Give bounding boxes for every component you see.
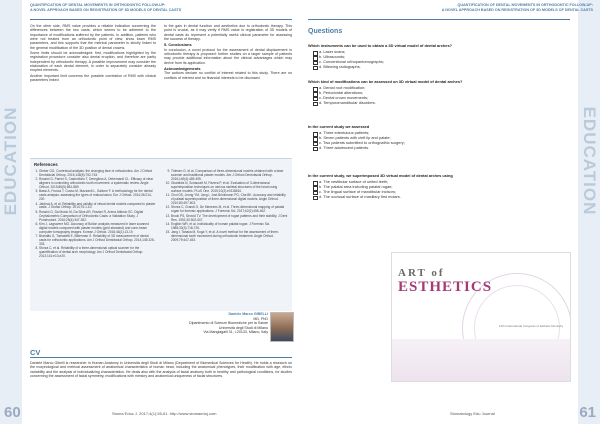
poster-decoration: [392, 339, 570, 381]
answer-option: d. Bitewing radiographs.: [313, 65, 570, 70]
answer-option: a. Laser scans;: [313, 50, 570, 55]
answer-options: [308, 50, 570, 70]
references-list: [32, 170, 156, 259]
answer-option: d. Temporomandibular disorders.: [313, 101, 570, 106]
body-column-1: [30, 24, 156, 83]
body-column-2: [164, 24, 292, 81]
poster-title-line-2: ESTHETICS: [398, 279, 493, 295]
header-line-1: QUANTIFICATION OF DENTAL MOVEMENTS IN ORTHODONTIC FOLLOW-UP:: [457, 3, 593, 7]
congress-poster: [391, 252, 571, 382]
cv-text: Daniele Marco Gibelli is researcher in Human Anatomy in Università degli Studi di Milano (Department of Biomedical Sciences for Health). He holds a research on the morphological and metrical assessment of anatomical characteristics of human head, including the anatomical phenotypes, their modification with age, ethnic variability and the analysis of individualizing characteristics. He deals also with the analysis of facial anatomy both in healthy and pathological conditions, for studies concerning the assessment of facial symmetry, modifications with mimicry and anatomical uniqueness of facial structures.: [30, 361, 292, 379]
question-block-4: [308, 174, 570, 200]
answer-options: [308, 131, 570, 151]
references-list: [164, 170, 288, 243]
answer-option: d. The occlusal surface of maxillary first molars.: [313, 195, 570, 200]
conclusions-heading: 5. Conclusions: [164, 42, 192, 48]
poster-subtitle: 14th International Congress of Esthetic Dentistry: [498, 324, 564, 328]
side-label: EDUCATION: [580, 106, 599, 216]
answer-option: b. Seven patients with cleft lip and palate;: [313, 136, 570, 141]
side-label: EDUCATION: [1, 106, 20, 216]
reference-item: 10. Gkantidis N, Schauseil M, Pazera P, et al. Evaluation of 3-dimensional superimposition techniques on various skeletal structures of the head using surface models. PLoS One. 2015;10(2):e0118810.: [171, 182, 288, 194]
reference-item: 13. Brock PS, Sevold TV. The development of rugae patterns and their stability. J Dent Res. 1951;30:502-507.: [171, 215, 288, 223]
conclusions-text: In conclusion, a novel protocol for the assessment of dental displacement in orthodontic therapy is proposed: further studies on a larger sample of patients may provide additional information about the clinical advantages which may derive from its application.: [164, 47, 292, 65]
answer-option: c. Conventional orthopantomographs;: [313, 60, 570, 65]
header-line-1: QUANTIFICATION OF DENTAL MOVEMENTS IN ORTHODONTIC FOLLOW-UP:: [30, 3, 166, 7]
author-photo: [270, 312, 294, 342]
question-text: In the current study we assessed: [308, 124, 370, 129]
question-block-2: [308, 80, 570, 106]
reference-item: 3. Bassi A, Frusca T, Cossu M, Mazzanti L, Gallone F. A methodology for the dental casts analysis: assessing the types of malocclusion. Eur J Orthod. 2014;36:214-220.: [39, 190, 156, 202]
answer-option: c. The lingual surface of mandibular incisors;: [313, 190, 570, 195]
answer-options: [308, 86, 570, 106]
poster-title-line-1: ART of: [398, 267, 445, 279]
reference-item: 9. Thiesen G, et al. Comparison of three-dimensional models obtained with a laser scanner and traditional plaster models. Am J Orthod Dentofacial Orthop. 2016;149(4):489-495.: [171, 170, 288, 182]
header-rule: [30, 19, 292, 20]
question-block-1: [308, 44, 570, 70]
reference-item: 5. Rossini G, Da Mosto M, Da Silva AR, Rossini R, Arena Attinsio SC. Digital Cephalometric Comparison of Orthodontic Casts: a Validation Study. J Prosthodont. 2016;25(4):347-352.: [39, 211, 156, 223]
references-column-2: [164, 170, 288, 243]
running-header: [395, 3, 593, 19]
author-name: Daniele Marco GIBELLI: [228, 312, 268, 316]
reference-item: 15. Jang I, Tanaka M, Koga Y, et al. A novel method for the assessment of three-dimensional tooth movement during orthodontic treatment. Angle Orthod. 2009;79:447-453.: [171, 231, 288, 243]
header-line-2: A NOVEL APPROACH BASED ON REGISTRATION OF 3D MODELS OF DENTAL CASTS: [441, 7, 593, 12]
reference-item: 6. Kim J, Lagravere MO. Accuracy of Bolton analysis measured in laser scanned digital models compared with plaster models (gold standard) and cone-beam computer tomography images. Korean J Orthod. 2016;46(1):13-19.: [39, 223, 156, 235]
reference-item: 2. Rossini G, Parrini S, Castroflorio T, Deregibus A, Debernardi CL. Efficacy of clear aligners in controlling orthodontic tooth movement: a systematic review. Angle Orthod. 2015;85(5):881-889.: [39, 178, 156, 190]
answer-option: b. Periodontal alterations;: [313, 91, 570, 96]
references-heading: References: [34, 162, 58, 167]
references-column-1: [32, 170, 156, 259]
author-university: Università degli Studi di Milano: [218, 325, 268, 330]
reference-item: 7. Brandão G, Tomasetti E, Bitterman S. Reliability of 3D measurement of dental casts for orthodontic applications. Am J Orthod Dentofacial Orthop. 2014;145:325-333.: [39, 235, 156, 247]
answer-options: [308, 180, 570, 200]
cv-rule: [30, 357, 292, 358]
page-number: 61: [579, 404, 596, 421]
body-paragraph: Another important limit concerns the possible correlation of RMS with clinical parameters linked: [30, 73, 156, 83]
question-text: Which instruments can be used to obtain a 3D virtual model of dental arches?: [308, 43, 452, 48]
footer-citation: Stoma Educ J. 2017;4(1):55-61. http://www.stomaeduj.com: [112, 411, 217, 416]
questions-heading: Questions: [308, 28, 343, 35]
answer-option: b. Ultrasounds;: [313, 55, 570, 60]
author-degree: MD, PhD: [253, 316, 268, 321]
author-department: Dipartimento di Scienze Biomediche per la Salute: [189, 321, 268, 326]
reference-item: 12. Sforza C, Grandi G, De Menezes M, et al. Three-dimensional mapping of palatal rugae for forensic applications. J Forensic Sci. 2017;62(2):456-462.: [171, 206, 288, 214]
reference-item: 8. Sforza C, et al. Reliability of a three-dimensional optical scanner for the quantification of dental arch morphology. Am J Orthod Dentofacial Orthop. 2012;141:e13-e20.: [39, 247, 156, 259]
reference-item: 1. Gleber GG. Contextual analysis: the changing face of orthodontics. Am J Orthod Dentofacial Orthop. 2015;148(5):752-763.: [39, 170, 156, 178]
right-page: [300, 0, 600, 424]
author-address: Via Mangiagalli 31, I-20133, Milano, Italy: [203, 330, 268, 335]
answer-option: b. The palatal area including palatal rugae;: [313, 185, 570, 190]
answer-option: c. Two patients submitted to orthognathic surgery;: [313, 141, 570, 146]
question-block-3: [308, 125, 570, 151]
answer-option: d. Three adolescent patients.: [313, 146, 570, 151]
footer-journal: Stomatology Edu Journal: [450, 411, 495, 416]
references-box: [30, 158, 292, 311]
answer-option: a. The vestibular surface of united teeth;: [313, 180, 570, 185]
body-paragraph: Some limits should be acknowledged: first, modifications highlighted by the registration procedure consider also dental eruption, and therefore are partly independent by orthodontic therapy. A possible improvement may consider the elaboration of each dental element, in order to separately consider already erupted elements.: [30, 51, 156, 73]
answer-option: c. Dental crown movements;: [313, 96, 570, 101]
page-number: 60: [4, 404, 21, 421]
author-block: [160, 312, 268, 335]
header-line-2: A NOVEL APPROACH BASED ON REGISTRATION OF 3D MODELS OF DENTAL CASTS: [30, 7, 182, 12]
body-paragraph: On the other side, RMS value provides a reliable indication concerning the differences between the two casts, which seems to be adherent to the importance of modifications suffered by the patients. In addition, patients who were not treated from an orthodontic point of view, show lower RMS parameters, and this supports that the metrical parameter is strictly linked to the general modification of the 3D position of dental crowns.: [30, 24, 156, 50]
acknowledgements-heading: Acknowledgements: [164, 66, 201, 72]
reference-item: 11. Choi DS, Jeong YM, Jang I, Jost-Brinkmann PG, Cha BK. Accuracy and reliability of palatal superimposition of three-dimensional digital models. Angle Orthod. 2010;80:497-503.: [171, 194, 288, 206]
reference-item: 4. Jaklová A, et al. Reliability and validity of virtual dental models compared to plaster casts. J Orofac Orthop. 2014;75:1-10.: [39, 203, 156, 211]
acknowledgements-text: The authors declare no conflict of interest related to this study. There are no conflicts of interest and no financial interests to be disclosed.: [164, 71, 292, 80]
question-text: In the current study, we superimposed 3D virtual model of dental arches using: [308, 173, 453, 178]
header-rule: [308, 19, 570, 20]
answer-option: a. Three edentulous patients;: [313, 131, 570, 136]
running-header: [30, 3, 230, 19]
question-text: Which kind of modifications can be assessed on 3D virtual model of dental arches?: [308, 79, 463, 84]
cv-heading: CV: [30, 348, 41, 357]
body-paragraph: to the gain in dental function and aesthetics due to orthodontic therapy. This point is crucial, as it may verify if RMS value in registration of 3D models of dental casts do represent a potentially useful clinical parameter for assessing the success of therapy.: [164, 24, 292, 42]
reference-item: 14. English WR, et al. Individuality of human palatal rugae. J Forensic Sci. 1988;33(3):718-726.: [171, 223, 288, 231]
answer-option: a. Dental root modification;: [313, 86, 570, 91]
